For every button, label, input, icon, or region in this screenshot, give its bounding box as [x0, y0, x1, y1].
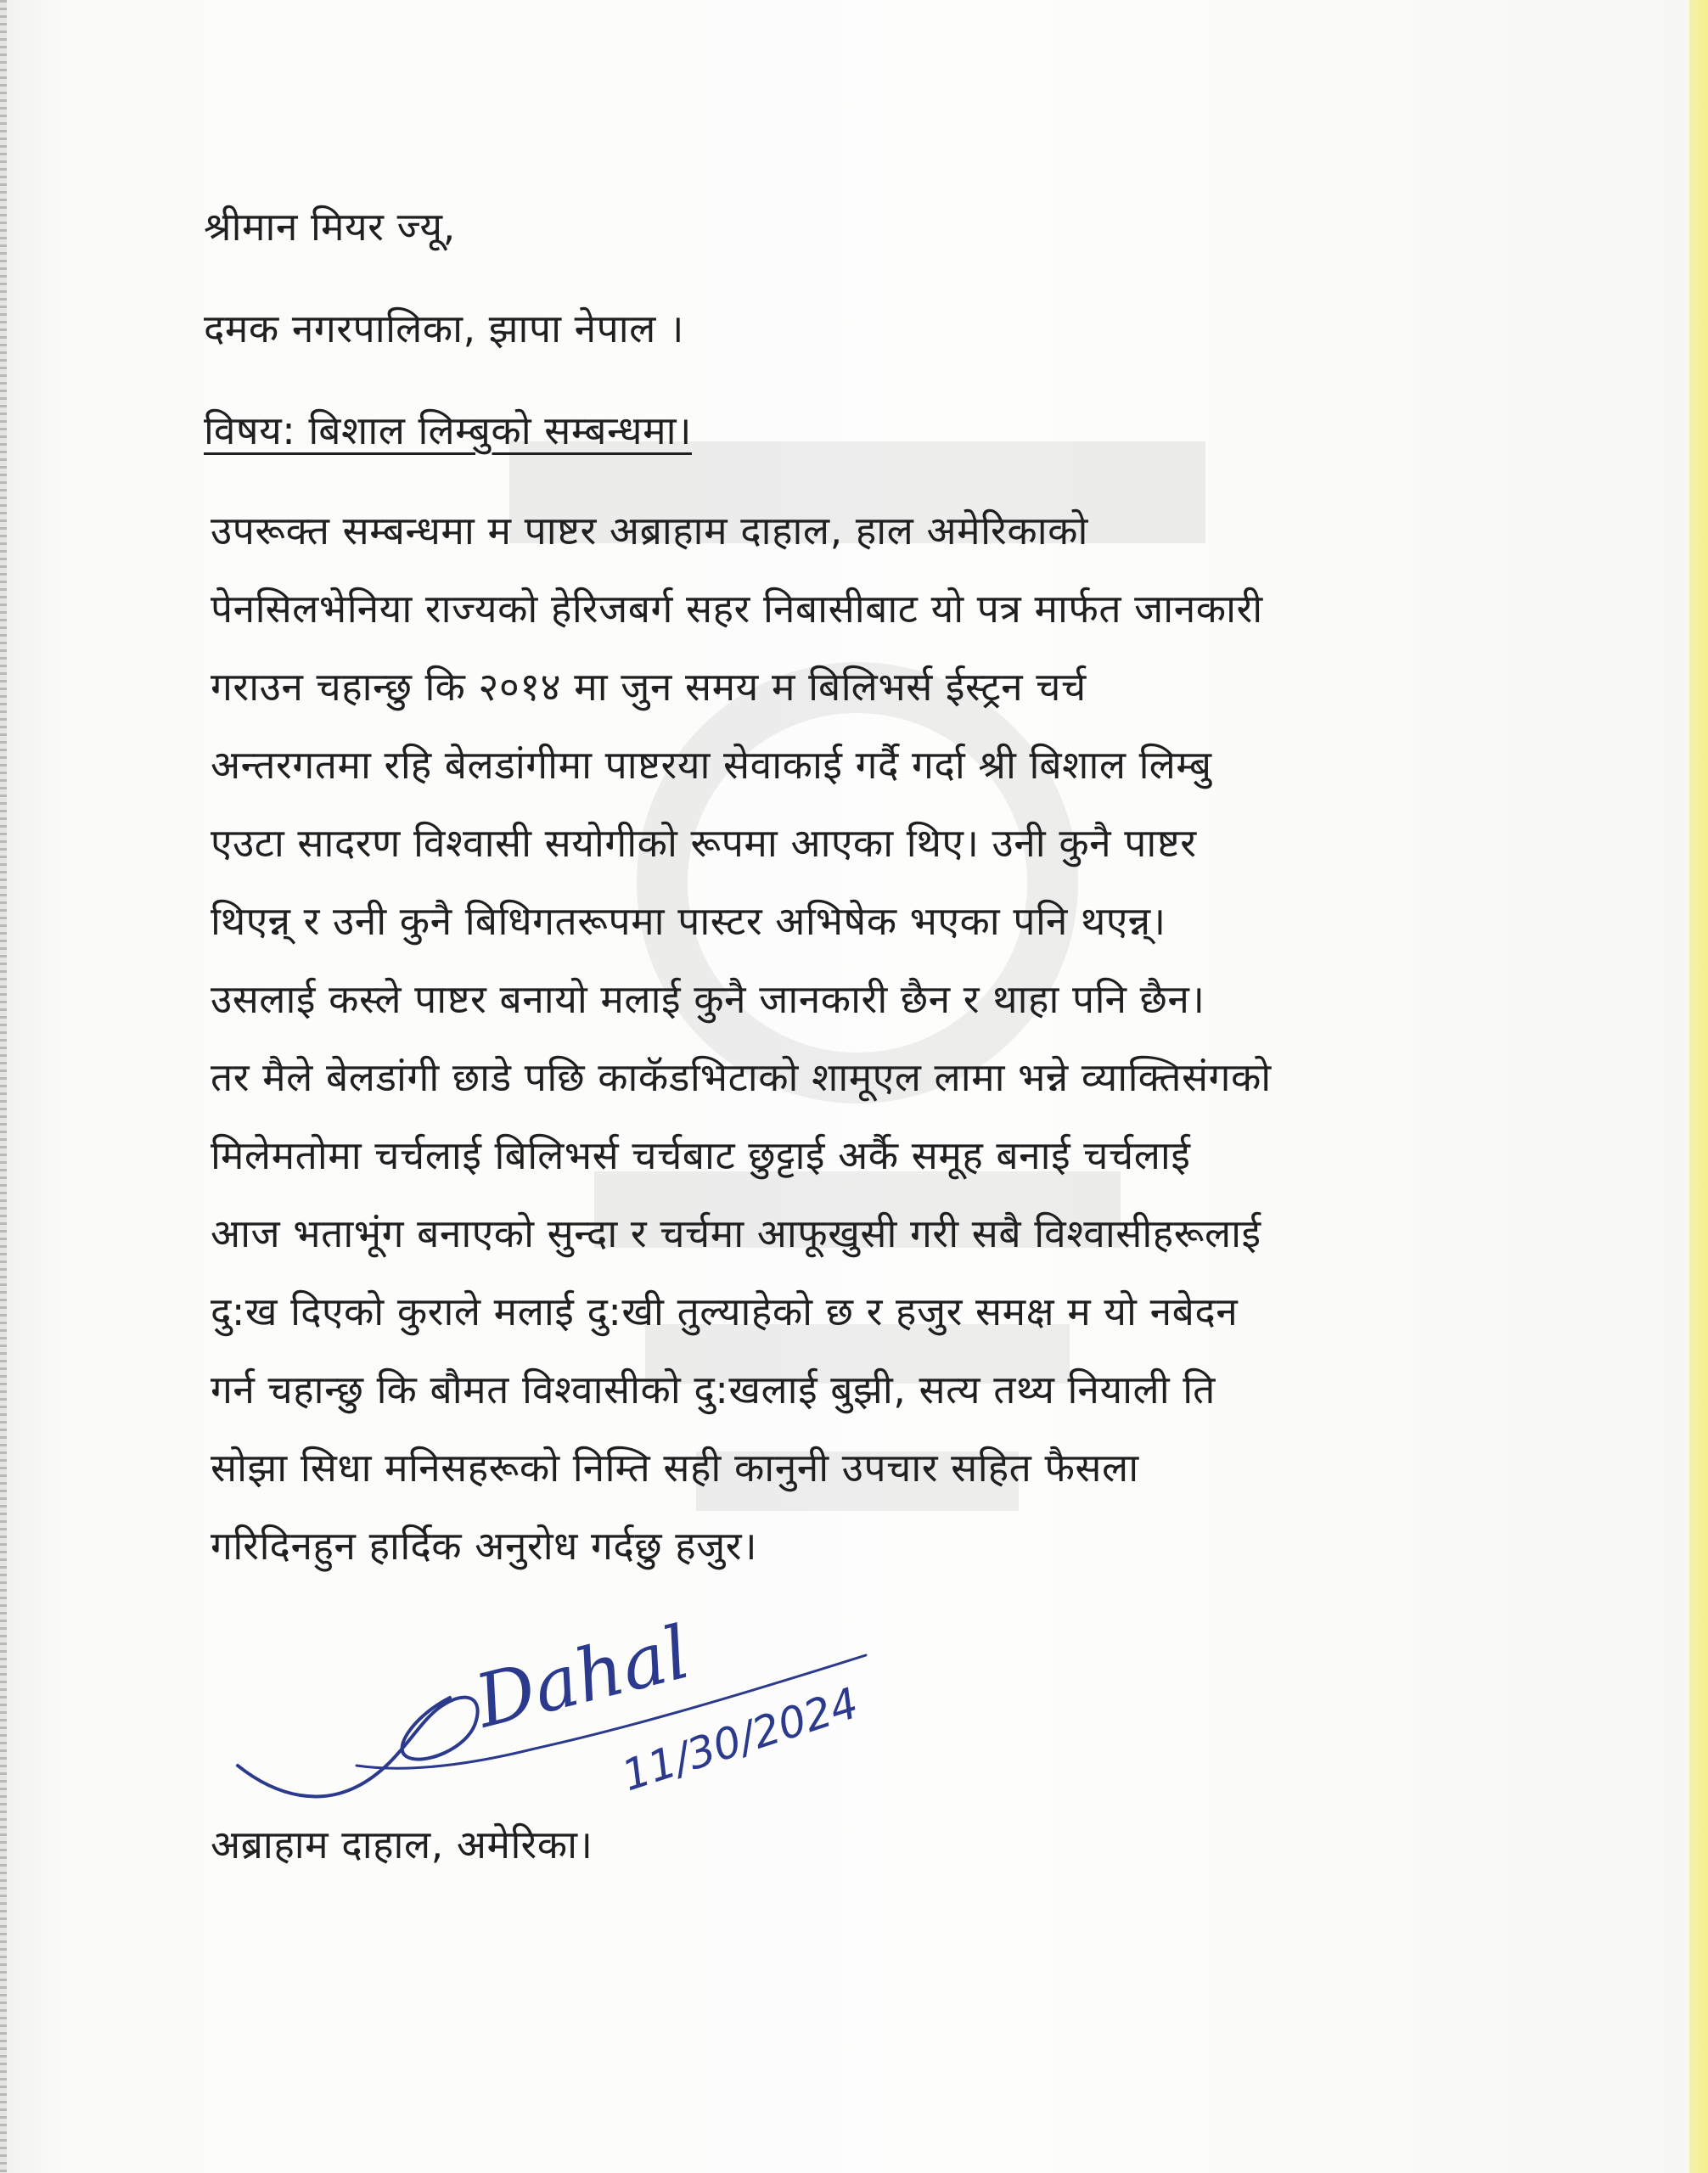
scan-left-edge	[0, 0, 7, 2173]
body-line: मिलेमतोमा चर्चलाई बिलिभर्स चर्चबाट छुट्टाई अर्कै समूह बनाई चर्चलाई	[211, 1132, 1191, 1178]
handwritten-signature	[229, 1604, 891, 1825]
body-line: गराउन चहान्छु कि २०१४ मा जुन समय म बिलिभर्स ईस्ट्रन चर्च	[211, 664, 1087, 710]
body-line: उपरूक्त सम्बन्धमा म पाष्टर अब्राहाम दाहाल, हाल अमेरिकाको	[211, 508, 1088, 553]
salutation: श्रीमान मियर ज्यू,	[204, 204, 456, 250]
body-line: एउटा सादरण विश्वासी सयोगीको रूपमा आएका थिए। उनी कुनै पाष्टर	[211, 820, 1197, 866]
sender-name: अब्राहाम दाहाल, अमेरिका।	[211, 1822, 593, 1867]
body-line: गरिदिनहुन हार्दिक अनुरोध गर्दछु हजुर।	[211, 1523, 758, 1569]
body-line: सोझा सिधा मनिसहरूको निम्ति सही कानुनी उपचार सहित फैसला	[211, 1445, 1139, 1491]
body-line: गर्न चहान्छु कि बौमत विश्वासीको दु:खलाई बुझी, सत्य तथ्य नियाली ति	[211, 1367, 1216, 1412]
body-line: अन्तरगतमा रहि बेलडांगीमा पाष्टरया सेवाकाई गर्दै गर्दा श्री बिशाल लिम्बु	[211, 742, 1212, 788]
body-line: दु:ख दिएको कुराले मलाई दु:खी तुल्याहेको छ र हजुर समक्ष म यो नबेदन	[211, 1289, 1239, 1334]
paper-yellow-edge	[1689, 0, 1708, 2173]
body-line: तर मैले बेलडांगी छाडे पछि काकॅडभिटाको शामूएल लामा भन्ने व्याक्तिसंगको	[211, 1054, 1272, 1100]
signature-name: Dahal	[467, 1609, 698, 1745]
body-line: उसलाई कस्ले पाष्टर बनायो मलाई कुनै जानकारी छैन र थाहा पनि छैन।	[211, 976, 1205, 1022]
body-line: पेनसिलभेनिया राज्यको हेरिजबर्ग सहर निबासीबाट यो पत्र मार्फत जानकारी	[211, 586, 1263, 632]
body-line: आज भताभूंग बनाएको सुन्दा र चर्चमा आफूखुसी गरी सबै विश्वासीहरूलाई	[211, 1210, 1261, 1256]
recipient-address: दमक नगरपालिका, झापा नेपाल ।	[204, 306, 684, 351]
subject-line: विषय: बिशाल लिम्बुको सम्बन्धमा।	[204, 407, 692, 453]
signature-date: 11/30/2024	[615, 1678, 864, 1801]
body-line: थिएन्न् र उनी कुनै बिधिगतरूपमा पास्टर अभिषेक भएका पनि थएन्न्।	[211, 898, 1166, 944]
